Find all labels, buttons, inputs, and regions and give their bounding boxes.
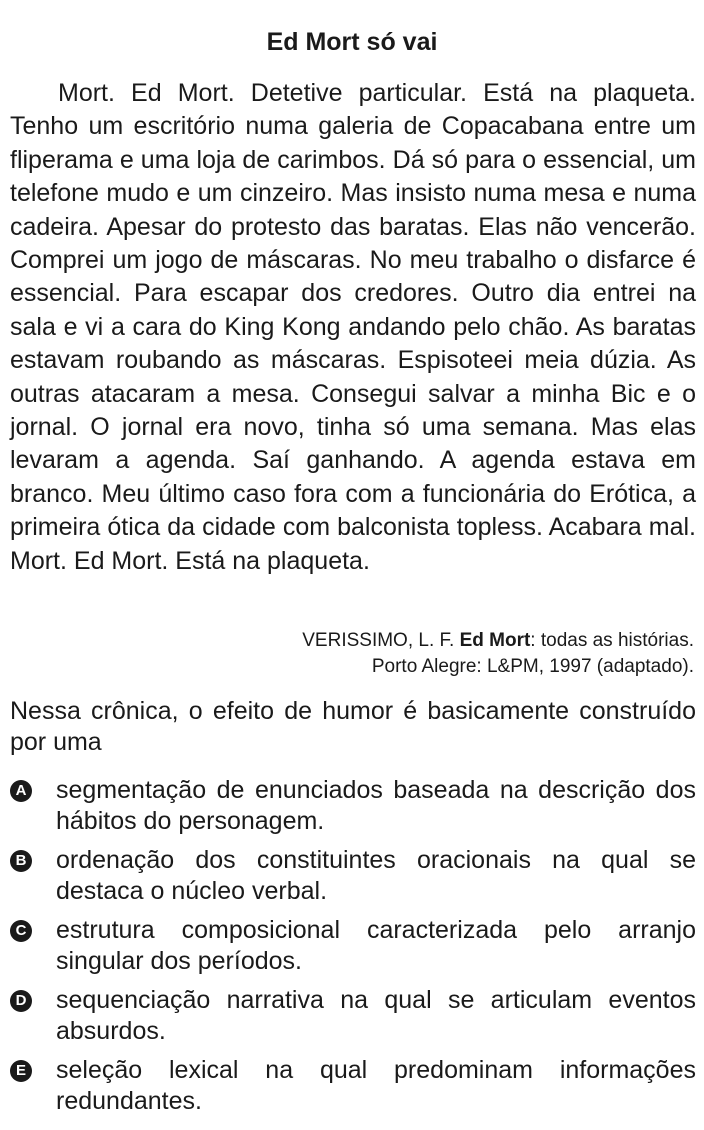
source-citation xyxy=(302,628,694,680)
option-e-letter-badge: E xyxy=(10,1060,32,1082)
option-c-letter-badge: C xyxy=(10,920,32,942)
citation-author: VERISSIMO, L. F. xyxy=(302,630,460,651)
option-d-letter-badge: D xyxy=(10,990,32,1012)
option-c-text: estrutura composicional caracterizada pelo arranjo singular dos períodos. xyxy=(56,916,696,975)
citation-line-1 xyxy=(302,628,694,654)
option-a-text: segmentação de enunciados baseada na descrição dos hábitos do personagem. xyxy=(56,776,696,835)
option-d-text: sequenciação narrativa na qual se articulam eventos absurdos. xyxy=(56,986,696,1045)
option-e-text: seleção lexical na qual predominam informações redundantes. xyxy=(56,1056,696,1115)
text-title: Ed Mort só vai xyxy=(266,28,438,56)
citation-book-title: Ed Mort xyxy=(459,630,531,651)
citation-subtitle: : todas as histórias. xyxy=(530,630,694,651)
passage-body: Mort. Ed Mort. Detetive particular. Está na plaqueta. Tenho um escritório numa galeria de Copacabana entre um fliperama e uma loja de carimbos. Dá só para o essencial, um telefone mudo e um cinzeiro. Mas insisto numa mesa e numa cadeira. Apesar do protesto das baratas. Elas não vencerão. Comprei um jogo de máscaras. No meu trabalho o disfarce é essencial. Para escapar dos credores. Outro dia entrei na sala e vi a cara do King Kong andando pelo chão. As baratas estavam roubando as máscaras. Espisoteei meia dúzia. As outras atacaram a mesa. Consegui salvar a minha Bic e o jornal. O jornal era novo, tinha só uma semana. Mas elas levaram a agenda. Saí ganhando. A agenda estava em branco. Meu último caso fora com a funcionária do Erótica, a primeira ótica da cidade com balconista topless. Acabara mal. Mort. Ed Mort. Está na plaqueta. xyxy=(10,79,696,575)
option-b-letter-badge: B xyxy=(10,850,32,872)
option-b-text: ordenação dos constituintes oracionais na qual se destaca o núcleo verbal. xyxy=(56,846,696,905)
passage-text xyxy=(10,77,696,578)
question-stem: Nessa crônica, o efeito de humor é basicamente construído por uma xyxy=(10,697,696,756)
option-a-letter-badge: A xyxy=(10,780,32,802)
citation-publisher: Porto Alegre: L&PM, 1997 (adaptado). xyxy=(371,656,694,677)
